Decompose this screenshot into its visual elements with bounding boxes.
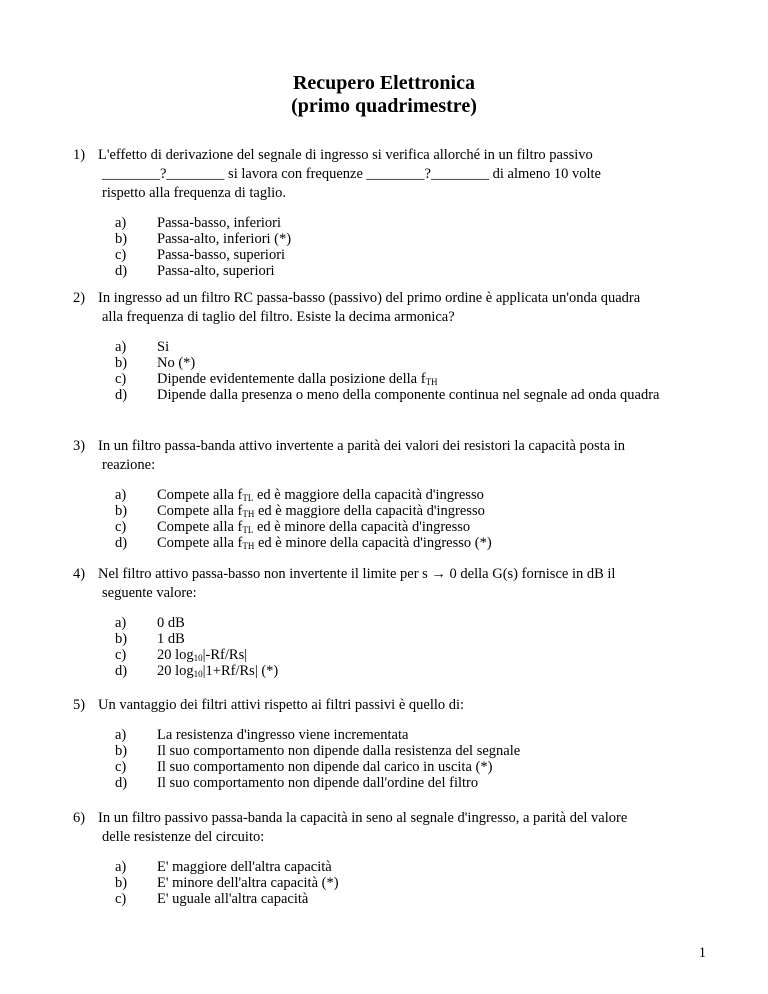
answer-option-a: a) Si — [115, 339, 170, 355]
question-number: 6) — [73, 810, 86, 826]
question-3 — [73, 437, 713, 551]
answer-option-b: b) Passa-alto, inferiori (*) — [115, 231, 292, 247]
answer-options — [115, 727, 713, 791]
answer-option-d: d) Dipende dalla presenza o meno della componente continua nel segnale ad onda quadra — [115, 387, 660, 403]
answer-option-c: c) Dipende evidentemente dalla posizione della $f_{TH}$ — [115, 371, 438, 387]
answer-option-c: c) 20 $\log_{10}|-Rf/Rs|$ — [115, 647, 248, 663]
question-text: L'effetto di derivazione del segnale di ingresso si verifica allorché in un filtro passivo ________?________ si lavora con frequenze ________?________ di almeno 10 volte rispetto alla frequenza di taglio. — [98, 147, 601, 201]
answer-option-d: d) 20 $\log_{10}|1+Rf/Rs|$ (*) — [115, 663, 279, 679]
answer-options — [115, 487, 713, 551]
answer-option-c: c) Passa-basso, superiori — [115, 247, 286, 263]
answer-option-b: b) Il suo comportamento non dipende dalla resistenza del segnale — [115, 743, 521, 759]
question-6 — [73, 809, 713, 907]
answer-options — [115, 859, 713, 907]
question-1 — [73, 146, 713, 279]
answer-option-d: d) Compete alla $f_{TH}$ ed è minore della capacità d'ingresso (*) — [115, 535, 492, 551]
answer-options — [115, 615, 713, 679]
answer-option-c: c) E' uguale all'altra capacità — [115, 891, 309, 907]
answer-option-b: b) E' minore dell'altra capacità (*) — [115, 875, 339, 891]
question-number: 4) — [73, 566, 86, 582]
document-subtitle: (primo quadrimestre) — [291, 95, 477, 117]
question-number: 5) — [73, 697, 86, 713]
question-text: In un filtro passa-banda attivo invertente a parità dei valori dei resistori la capacità posta in reazione: — [98, 438, 626, 473]
question-text: Un vantaggio dei filtri attivi rispetto ai filtri passivi è quello di: — [98, 697, 465, 713]
answer-option-b: b) No (*) — [115, 355, 196, 371]
answer-option-a: a) Compete alla $f_{TL}$ ed è maggiore della capacità d'ingresso — [115, 487, 484, 503]
answer-option-b: b) 1 dB — [115, 631, 185, 647]
page-number: 1 — [698, 945, 706, 961]
answer-option-a: a) La resistenza d'ingresso viene incrementata — [115, 727, 409, 743]
answer-option-a: a) E' maggiore dell'altra capacità — [115, 859, 332, 875]
document-title: Recupero Elettronica — [292, 72, 475, 94]
question-number: 3) — [73, 438, 86, 454]
question-text: Nel filtro attivo passa-basso non invertente il limite per s → 0 della G(s) fornisce in dB il seguente valore: — [98, 566, 616, 601]
question-2 — [73, 289, 713, 403]
question-text: In un filtro passivo passa-banda la capacità in seno al segnale d'ingresso, a parità del valore delle resistenze del circuito: — [98, 810, 628, 845]
question-5 — [73, 696, 713, 791]
question-number: 1) — [73, 147, 86, 163]
answer-option-c: c) Compete alla $f_{TL}$ ed è minore della capacità d'ingresso — [115, 519, 471, 535]
question-4 — [73, 565, 713, 679]
question-text: In ingresso ad un filtro RC passa-basso (passivo) del primo ordine è applicata un'onda quadra alla frequenza di taglio del filtro. Esiste la decima armonica? — [98, 290, 641, 325]
question-number: 2) — [73, 290, 86, 306]
answer-options — [115, 215, 713, 279]
answer-option-a: a) Passa-basso, inferiori — [115, 215, 282, 231]
answer-option-a: a) 0 dB — [115, 615, 185, 631]
answer-options — [115, 339, 713, 403]
answer-option-d: d) Il suo comportamento non dipende dall'ordine del filtro — [115, 775, 479, 791]
answer-option-c: c) Il suo comportamento non dipende dal carico in uscita (*) — [115, 759, 493, 775]
answer-option-b: b) Compete alla $f_{TH}$ ed è maggiore della capacità d'ingresso — [115, 503, 485, 519]
answer-option-d: d) Passa-alto, superiori — [115, 263, 275, 279]
